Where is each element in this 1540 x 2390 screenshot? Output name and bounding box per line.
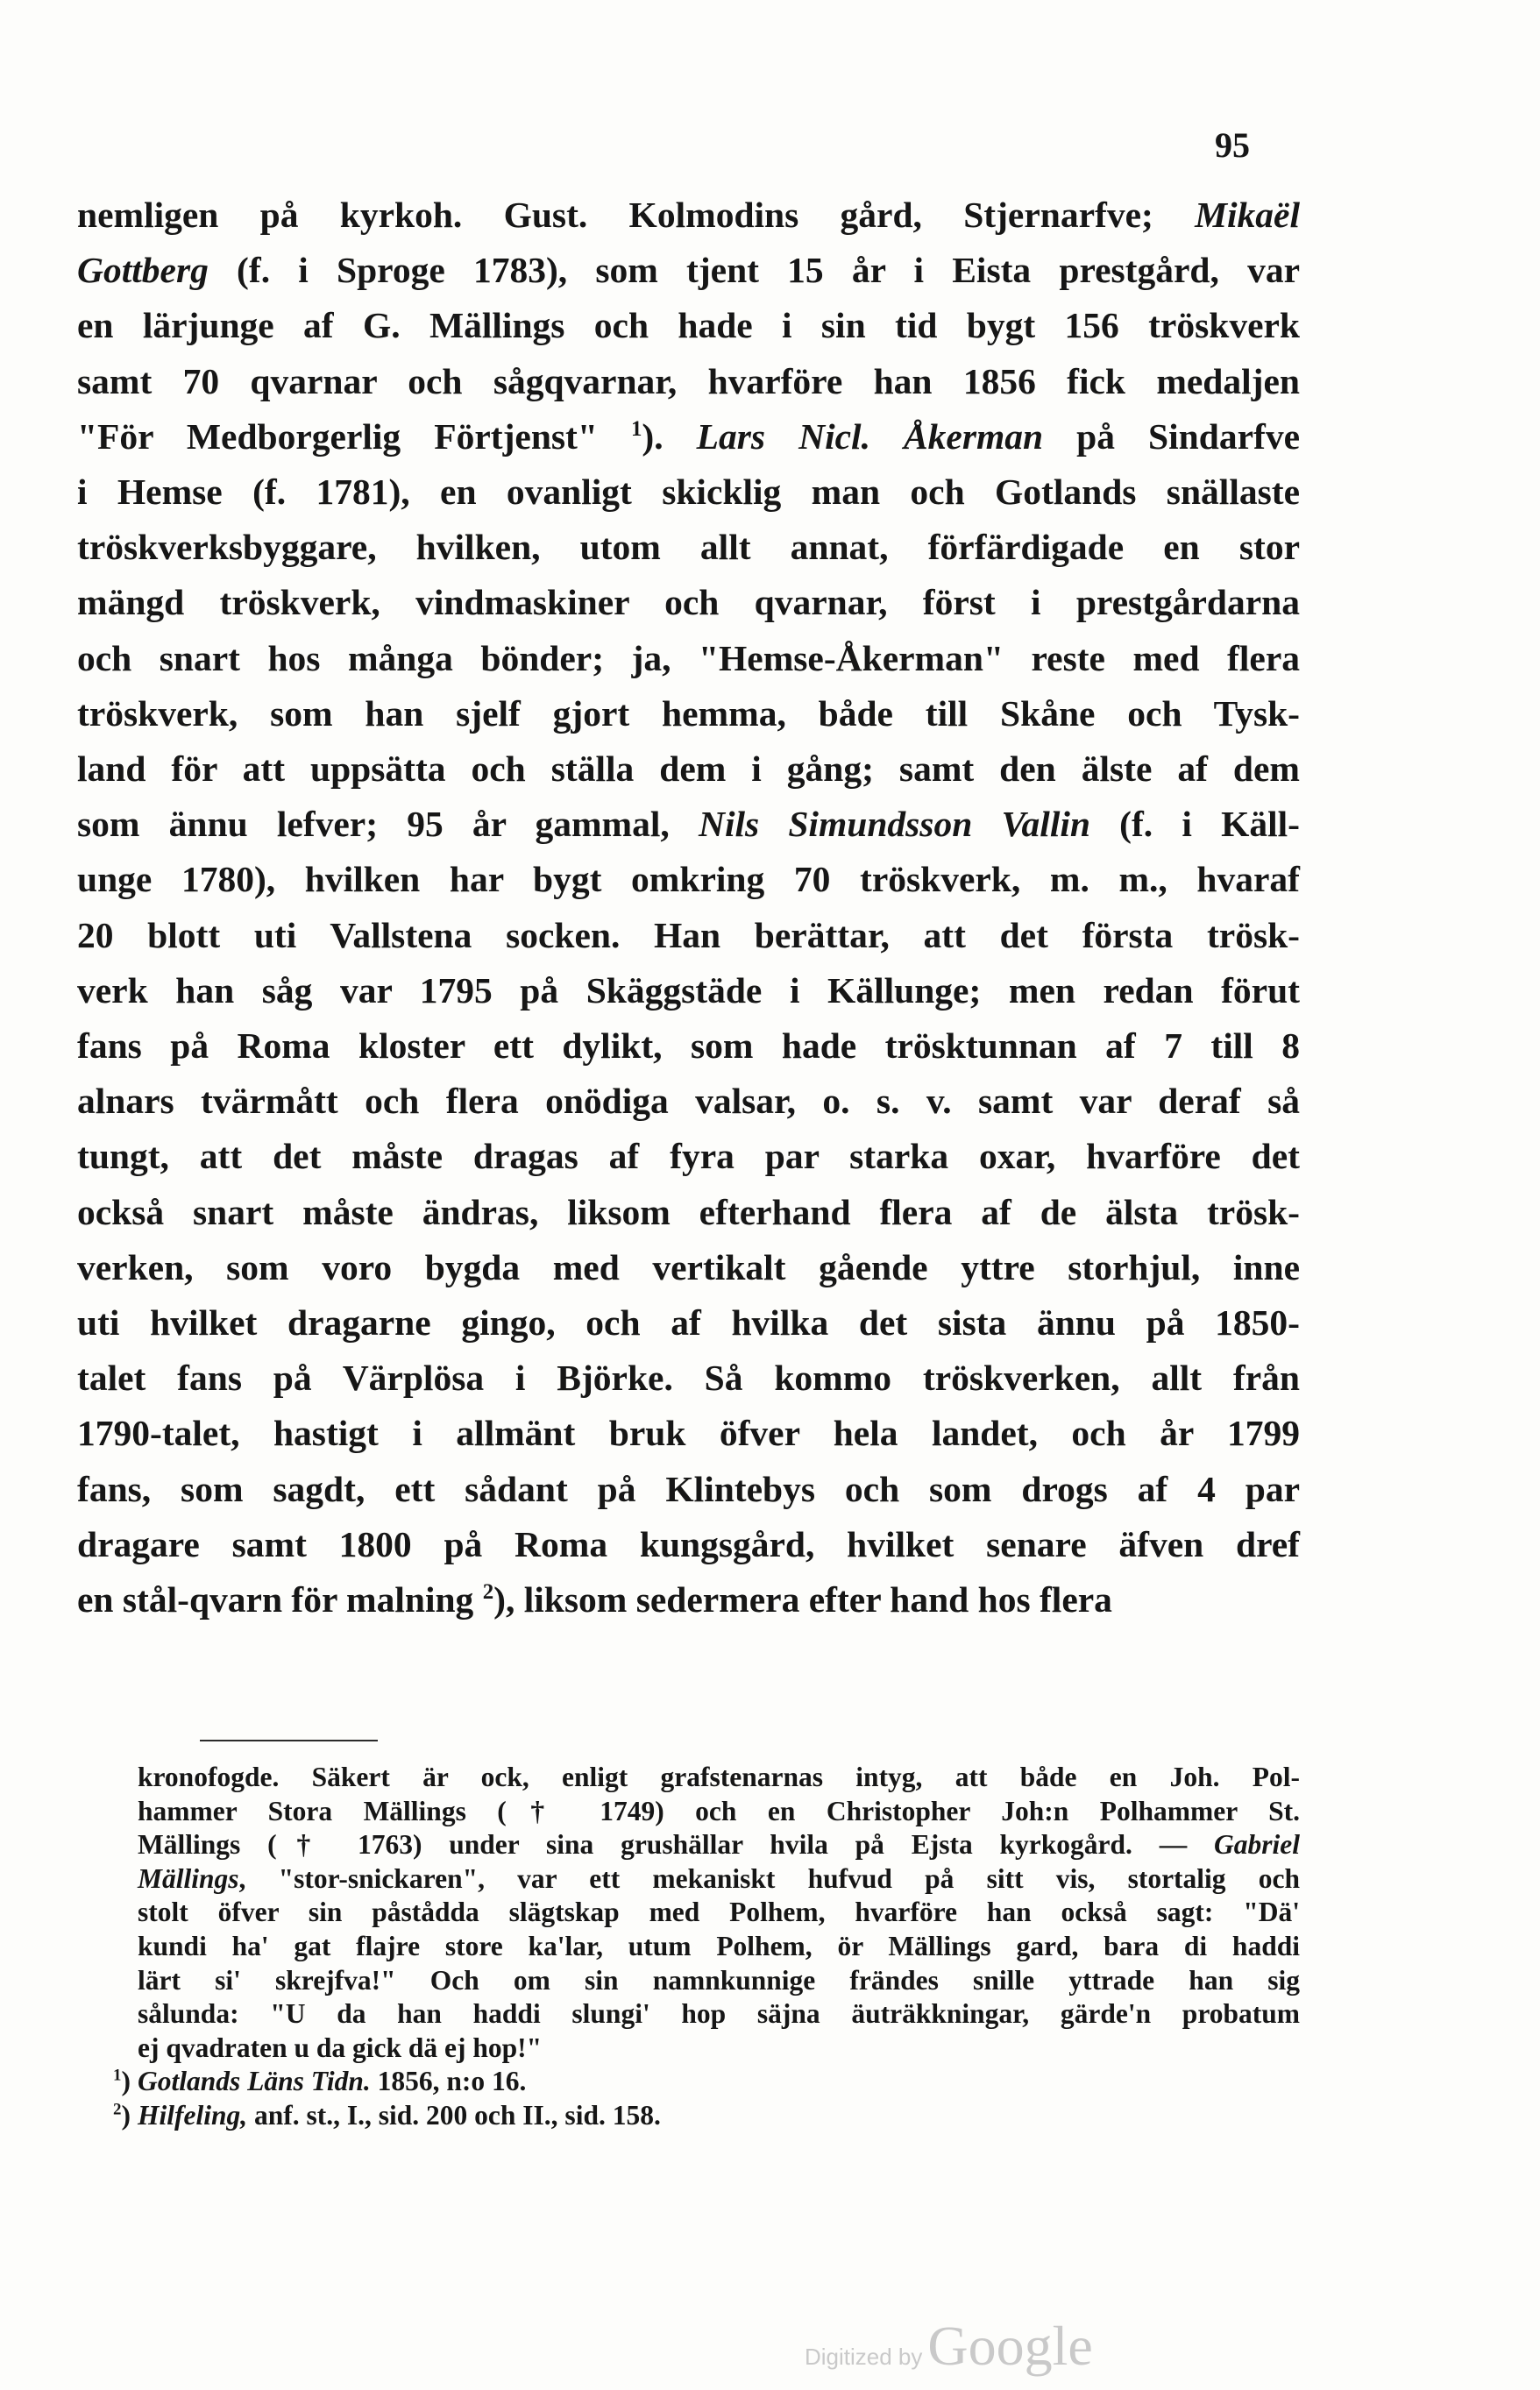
italic-name: Gotlands Läns Tidn. bbox=[138, 2066, 371, 2097]
italic-name: Mällings bbox=[138, 1862, 239, 1894]
text-run: anf. st., I., sid. 200 och II., sid. 158. bbox=[247, 2099, 661, 2131]
main-text bbox=[77, 188, 1300, 1628]
italic-name: Gabriel bbox=[1214, 1829, 1300, 1861]
text-run: , "stor-snickaren", var ett mekaniskt hufvud på sitt vis, stortalig och bbox=[238, 1862, 1300, 1894]
body-line bbox=[77, 409, 1300, 465]
italic-name: Hilfeling, bbox=[138, 2099, 248, 2131]
text-run: (f. i Käll- bbox=[1089, 804, 1300, 845]
text-run: (f. i Sproge 1783), som tjent 15 år i Eista prestgård, var bbox=[208, 250, 1300, 291]
italic-name: Lars Nicl. Åkerman bbox=[696, 415, 1044, 457]
body-line bbox=[77, 686, 1300, 741]
text-run: mängd tröskverk, vindmaskiner och qvarnar, först i prestgårdarna bbox=[77, 582, 1300, 623]
text-run: hammer Stora Mällings († 1749) och en Christopher Joh:n Polhammer St. bbox=[138, 1795, 1300, 1826]
text-run: i Hemse (f. 1781), en ovanligt skicklig man och Gotlands snällaste bbox=[77, 472, 1300, 513]
text-run: och snart hos många bönder; ja, "Hemse-Åkerman" reste med flera bbox=[77, 637, 1300, 678]
footnote-reference: 1 bbox=[630, 416, 642, 441]
body-line bbox=[77, 1240, 1300, 1295]
body-line bbox=[77, 1572, 1300, 1628]
digitized-watermark bbox=[805, 2314, 1093, 2379]
text-run: samt 70 qvarnar och sågqvarnar, hvarföre han 1856 fick medaljen bbox=[77, 360, 1300, 401]
text-run: fans, som sagdt, ett sådant på Klintebys och som drogs af 4 par bbox=[77, 1468, 1300, 1509]
footnote-separator bbox=[200, 1740, 378, 1741]
page-number: 95 bbox=[1215, 125, 1250, 165]
text-run: ej qvadraten u da gick dä ej hop!" bbox=[138, 2032, 543, 2063]
text-run: dragare samt 1800 på Roma kungsgård, hvilket senare äfven dref bbox=[77, 1523, 1300, 1564]
body-line bbox=[77, 1018, 1300, 1074]
footnote-line bbox=[138, 1795, 1300, 1829]
body-line bbox=[77, 1129, 1300, 1184]
footnote-marker: $^2$) bbox=[113, 2099, 131, 2131]
body-line bbox=[77, 1074, 1300, 1129]
text-run: verk han såg var 1795 på Skäggstäde i Källunge; men redan förut bbox=[77, 969, 1300, 1011]
text-run: tröskverksbyggare, hvilken, utom allt annat, förfärdigade en stor bbox=[77, 527, 1300, 568]
footnote-line bbox=[138, 1930, 1300, 1964]
footnote-continuation bbox=[138, 1761, 1300, 2065]
body-line bbox=[77, 243, 1300, 298]
text-run: verken, som voro bygda med vertikalt gående yttre storhjul, inne bbox=[77, 1246, 1300, 1287]
text-run: stolt öfver sin påstådda slägtskap med Polhem, hvarföre han också sagt: "Dä' bbox=[138, 1897, 1300, 1928]
body-line bbox=[77, 741, 1300, 797]
body-line bbox=[77, 575, 1300, 630]
body-line bbox=[77, 1295, 1300, 1351]
footnote-line bbox=[138, 1997, 1300, 2032]
text-run: alnars tvärmått och flera onödiga valsar, o. s. v. samt var deraf så bbox=[77, 1081, 1300, 1122]
text-run: nemligen på kyrkoh. Gust. Kolmodins gård, Stjernarfve; bbox=[77, 195, 1196, 235]
body-line bbox=[77, 354, 1300, 409]
footnote-list bbox=[113, 2065, 1300, 2132]
text-run: på Sindarfve bbox=[1043, 415, 1300, 457]
body-line bbox=[77, 852, 1300, 907]
text-run: Mällings († 1763) under sina grushällar hvila på Ejsta kyrkogård. — bbox=[138, 1829, 1214, 1861]
body-line bbox=[77, 1462, 1300, 1517]
text-run: ). bbox=[642, 415, 697, 457]
text-run: kundi ha' gat flajre store ka'lar, utum Polhem, ör Mällings gard, bara di haddi bbox=[138, 1930, 1300, 1961]
text-run: talet fans på Värplösa i Björke. Så kommo tröskverken, allt från bbox=[77, 1358, 1300, 1399]
body-line bbox=[77, 298, 1300, 353]
body-line bbox=[77, 188, 1300, 243]
google-logo: Google bbox=[927, 2315, 1093, 2377]
italic-name: Gottberg bbox=[77, 250, 209, 291]
footnote-item bbox=[113, 2065, 1300, 2099]
text-run: en lärjunge af G. Mällings och hade i sin tid bygt 156 tröskverk bbox=[77, 305, 1300, 346]
text-run: unge 1780), hvilken har bygt omkring 70 tröskverk, m. m., hvaraf bbox=[77, 859, 1300, 900]
text-run: också snart måste ändras, liksom efterhand flera af de älsta trösk- bbox=[77, 1191, 1300, 1232]
body-line bbox=[77, 797, 1300, 852]
text-run: uti hvilket dragarne gingo, och af hvilka det sista ännu på 1850- bbox=[77, 1302, 1300, 1344]
footnote-reference: 2 bbox=[482, 1580, 494, 1605]
text-run: "För Medborgerlig Förtjenst" bbox=[77, 415, 631, 457]
italic-name: Mikaël bbox=[1195, 195, 1300, 235]
text-run: 1790-talet, hastigt i allmänt bruk öfver hela landet, och år 1799 bbox=[77, 1413, 1300, 1454]
body-line bbox=[77, 1406, 1300, 1461]
footnote-line bbox=[138, 1862, 1300, 1897]
body-line bbox=[77, 963, 1300, 1018]
footnote-line bbox=[138, 1828, 1300, 1862]
footnote-line bbox=[138, 1964, 1300, 1998]
footnotes bbox=[113, 1761, 1300, 2133]
footnote-item bbox=[113, 2099, 1300, 2133]
text-run: tungt, att det måste dragas af fyra par starka oxar, hvarföre det bbox=[77, 1136, 1300, 1177]
text-run: en stål-qvarn för malning bbox=[77, 1579, 483, 1621]
text-run: land för att uppsätta och ställa dem i gång; samt den älste af dem bbox=[77, 748, 1300, 790]
body-line bbox=[77, 1351, 1300, 1406]
footnote-line bbox=[138, 1761, 1300, 1795]
body-line bbox=[77, 631, 1300, 686]
text-run: sålunda: "U da han haddi slungi' hop säjna äuträkkningar, gärde'n probatum bbox=[138, 1998, 1300, 2030]
body-line bbox=[77, 1517, 1300, 1572]
body-line bbox=[77, 1185, 1300, 1240]
footnote-marker: $^1$) bbox=[113, 2066, 131, 2097]
text-run: kronofogde. Säkert är ock, enligt grafstenarnas intyg, att både en Joh. Pol- bbox=[138, 1762, 1300, 1792]
footnote-line bbox=[138, 2032, 1300, 2066]
text-run: tröskverk, som han sjelf gjort hemma, både till Skåne och Tysk- bbox=[77, 692, 1300, 734]
body-line bbox=[77, 520, 1300, 575]
text-run: 20 blott uti Vallstena socken. Han berättar, att det första trösk- bbox=[77, 914, 1300, 955]
text-run: som ännu lefver; 95 år gammal, bbox=[77, 804, 699, 845]
body-line bbox=[77, 465, 1300, 520]
footnote-line bbox=[138, 1896, 1300, 1930]
text-run: fans på Roma kloster ett dylikt, som hade trösktunnan af 7 till 8 bbox=[77, 1025, 1300, 1067]
text-run: lärt si' skrejfva!" Och om sin namnkunnige frändes snille yttrade han sig bbox=[138, 1964, 1300, 1996]
text-run: 1856, n:o 16. bbox=[370, 2066, 527, 2097]
body-line bbox=[77, 908, 1300, 963]
watermark-prefix: Digitized by bbox=[805, 2344, 923, 2370]
italic-name: Nils Simundsson Vallin bbox=[698, 804, 1090, 845]
text-run: ), liksom sedermera efter hand hos flera bbox=[493, 1579, 1112, 1621]
